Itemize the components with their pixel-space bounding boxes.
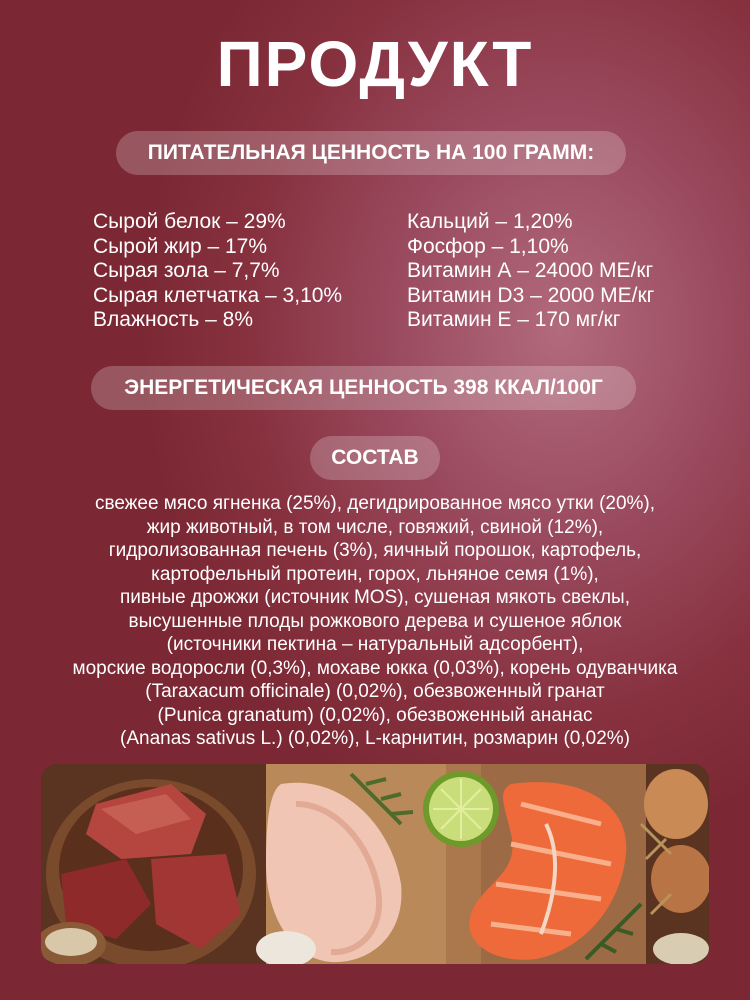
composition-header: СОСТАВ	[310, 436, 440, 480]
egg-icon	[644, 769, 708, 839]
nutrition-item: Сырой жир – 17%	[93, 234, 268, 258]
page-title: ПРОДУКТ	[216, 28, 534, 100]
nutrition-header: ПИТАТЕЛЬНАЯ ЦЕННОСТЬ НА 100 ГРАММ:	[116, 131, 626, 175]
composition-line: морские водоросли (0,3%), мохаве юкка (0,03%), корень одуванчика	[72, 657, 678, 679]
ingredients-illustration	[41, 764, 709, 964]
nutrition-left-list	[93, 210, 342, 333]
nutrition-item: Кальций – 1,20%	[407, 210, 573, 233]
composition-line: гидролизованная печень (3%), яичный порошок, картофель,	[108, 540, 642, 561]
nutrition-item: Влажность – 8%	[93, 308, 254, 331]
nutrition-item: Сырой белок – 29%	[93, 210, 286, 233]
egg-icon	[651, 845, 709, 913]
composition-line: высушенные плоды рожкового дерева и сушеное яблок	[128, 610, 622, 632]
nutrition-item: Витамин Е – 170 мг/кг	[407, 308, 621, 331]
composition-text	[0, 492, 750, 751]
composition-line: картофельный протеин, горох, льняное семя (1%),	[151, 563, 599, 585]
composition-line: жир животный, в том числе, говяжий, свиной (12%),	[146, 516, 604, 538]
composition-line: (Punica granatum) (0,02%), обезвоженный ананас	[157, 704, 593, 726]
ingredients-photo	[41, 764, 709, 964]
composition-line: (Taraxacum officinale) (0,02%), обезвоженный гранат	[145, 681, 605, 702]
nutrition-item: Витамин А – 24000 МЕ/кг	[407, 259, 654, 282]
composition-line: (источники пектина – натуральный адсорбент),	[166, 634, 584, 655]
nutrition-right-list	[407, 210, 654, 333]
nutrition-item: Фосфор – 1,10%	[407, 234, 569, 258]
composition-line: (Ananas sativus L.) (0,02%), L-карнитин, розмарин (0,02%)	[120, 728, 630, 749]
nutrition-item: Сырая клетчатка – 3,10%	[93, 283, 343, 307]
composition-line: пивные дрожжи (источник MOS), сушеная мякоть свеклы,	[120, 587, 630, 608]
composition-line: свежее мясо ягненка (25%), дегидрированное мясо утки (20%),	[94, 493, 656, 514]
nutrition-item: Витамин D3 – 2000 МЕ/кг	[407, 283, 655, 307]
energy-header: ЭНЕРГЕТИЧЕСКАЯ ЦЕННОСТЬ 398 ККАЛ/100Г	[91, 366, 636, 410]
nutrition-item: Сырая зола – 7,7%	[93, 259, 280, 282]
